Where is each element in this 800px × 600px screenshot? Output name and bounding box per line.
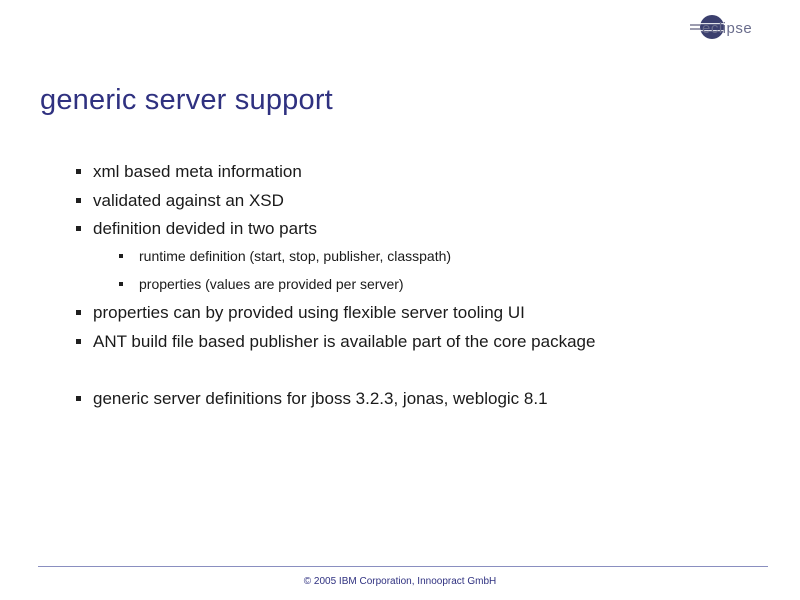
bullet-item [93, 192, 284, 209]
bullet-item [93, 333, 595, 350]
bullet-text: validated against an XSD [93, 191, 284, 210]
bullet-text: ANT build file based publisher is available part of the core package [93, 332, 596, 351]
bullet-square-icon [76, 310, 81, 315]
bullet-square-icon [76, 169, 81, 174]
bullet-item [93, 390, 548, 407]
bullet-square-icon [76, 198, 81, 203]
bullet-text: properties can by provided using flexible server tooling UI [93, 303, 525, 322]
slide-title: generic server support [40, 84, 333, 116]
bullet-square-icon [76, 339, 81, 344]
sub-bullet-text: runtime definition (start, stop, publisher, classpath) [139, 248, 452, 264]
sub-bullet-text: properties (values are provided per server) [139, 276, 404, 292]
bullet-item [93, 220, 317, 237]
sub-bullet-item [139, 249, 451, 263]
footer-divider [38, 566, 768, 567]
bullet-square-icon [76, 226, 81, 231]
copyright-footer: © 2005 IBM Corporation, Innoopract GmbH [303, 576, 497, 587]
bullet-item [93, 304, 525, 321]
sub-bullet-item [139, 277, 404, 291]
bullet-text: generic server definitions for jboss 3.2.3, jonas, weblogic 8.1 [93, 389, 548, 408]
bullet-item [93, 163, 302, 180]
bullet-square-icon [119, 282, 123, 286]
logo-text: eclipse [702, 20, 753, 37]
bullet-square-icon [119, 254, 123, 258]
bullet-text: xml based meta information [93, 162, 302, 181]
bullet-square-icon [76, 396, 81, 401]
bullet-text: definition devided in two parts [93, 219, 317, 238]
